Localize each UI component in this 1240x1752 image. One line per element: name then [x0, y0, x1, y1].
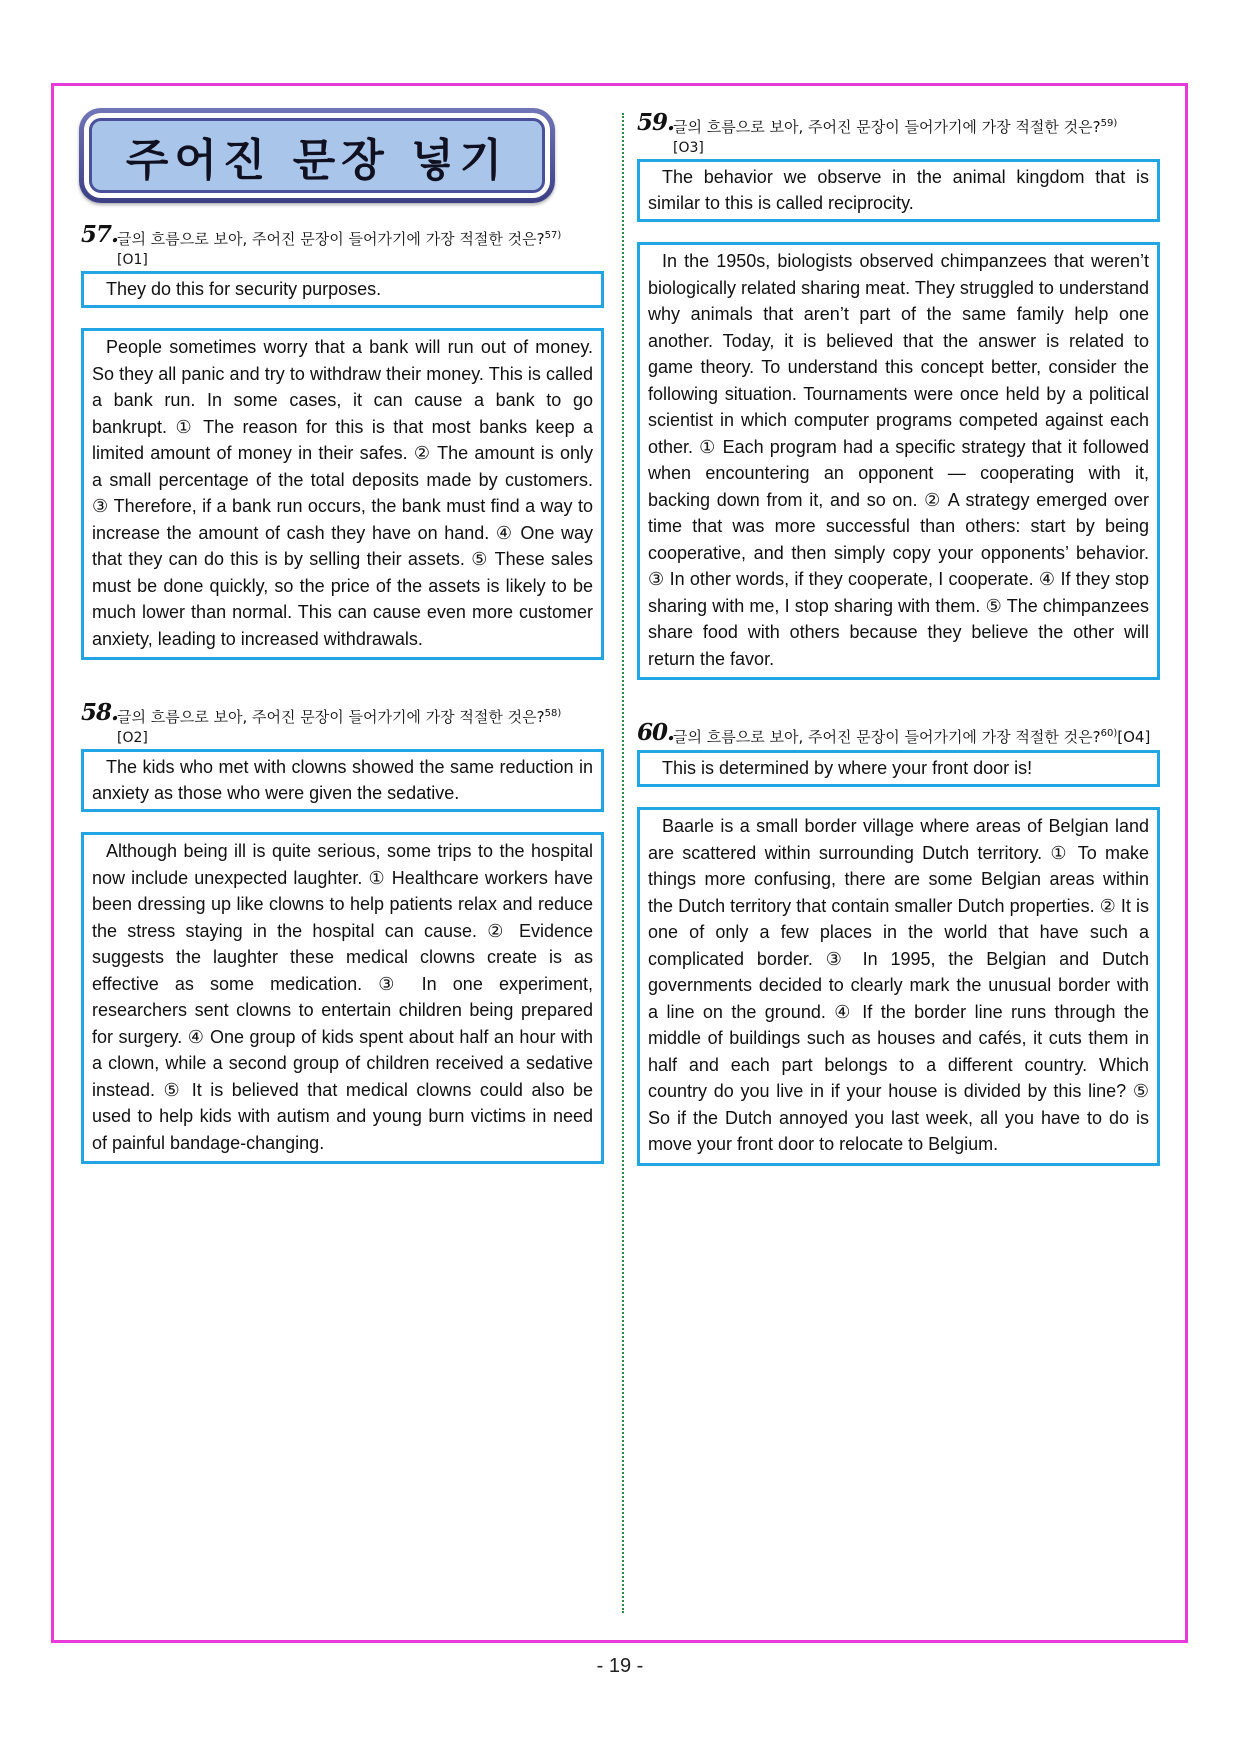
page-number: - 19 - — [596, 1655, 644, 1677]
given-sentence: The kids who met with clowns showed the same reduction in anxiety as those who were given the sedative. — [92, 757, 593, 803]
passage-text: Baarle is a small border village where areas of Belgian land are scattered within surrounding Dutch territory. ① To make things more confusing, there are some Belgian areas within the Dutch territory that contain smaller Dutch properties. ② It is one of only a few places in the world that have such a complicated border. ③ In 1995, the Belgian and Dutch governments decided to clearly mark the unusual border with a line on the ground. ④ If the border line runs through the middle of buildings such as houses and cafés, it cuts them in half and each part belongs to a different country. Which country do you live in if your house is divided by this line? ⑤ So if the Dutch annoyed you last week, all you have to do is move your front door to relocate to Belgium. — [648, 816, 1149, 1154]
given-sentence: They do this for security purposes. — [106, 279, 382, 299]
question-60-header — [637, 719, 1160, 747]
given-sentence-box — [81, 271, 604, 308]
question-code: [O4] — [1117, 728, 1151, 746]
given-sentence-box — [81, 749, 604, 812]
footnote-ref: 58) — [544, 708, 562, 719]
question-code: [O2] — [117, 730, 148, 746]
question-58-header — [81, 699, 604, 748]
question-prompt: 글의 흐름으로 보아, 주어진 문장이 들어가기에 가장 적절한 것은? — [673, 728, 1101, 746]
question-prompt: 글의 흐름으로 보아, 주어진 문장이 들어가기에 가장 적절한 것은? — [673, 118, 1101, 136]
column-divider — [622, 113, 624, 1613]
passage-box — [81, 832, 604, 1164]
given-sentence-box — [637, 159, 1160, 222]
left-column — [81, 100, 604, 1164]
title-banner — [79, 108, 555, 203]
footnote-ref: 57) — [544, 230, 562, 241]
passage-text: People sometimes worry that a bank will run out of money. So they all panic and try to withdraw their money. This is called a bank run. In some cases, it can cause a bank to go bankrupt. ① The reason for this is that most banks keep a limited amount of money in their safes. ② The amount is only a small percentage of the total deposits made by customers. ③ Therefore, if a bank run occurs, the bank must find a way to increase the amount of cash they have on hand. ④ One way that they can do this is by selling their assets. ⑤ These sales must be done quickly, so the price of the assets is likely to be much lower than normal. This can cause even more customer anxiety, leading to increased withdrawals. — [92, 337, 593, 649]
question-number: 58. — [81, 699, 119, 726]
question-59-header — [637, 109, 1160, 158]
question-number: 59. — [637, 109, 675, 136]
passage-box — [637, 242, 1160, 680]
question-code: [O1] — [117, 252, 148, 268]
passage-box — [637, 807, 1160, 1166]
question-prompt: 글의 흐름으로 보아, 주어진 문장이 들어가기에 가장 적절한 것은? — [117, 230, 545, 248]
right-column — [637, 100, 1160, 1166]
footnote-ref: 60) — [1100, 728, 1118, 739]
question-code: [O3] — [673, 140, 704, 156]
page-title: 주어진 문장 넣기 — [125, 134, 509, 186]
given-sentence: This is determined by where your front door is! — [662, 758, 1033, 778]
question-57-header — [81, 221, 604, 270]
footnote-ref: 59) — [1100, 118, 1118, 129]
passage-text: In the 1950s, biologists observed chimpanzees that weren’t biologically related sharing meat. They struggled to understand why animals that aren’t part of the same family help one another. Today, it is believed that the answer is related to game theory. To understand this concept better, consider the following situation. Tournaments were once held by a political scientist in which computer programs competed against each other. ① Each program had a specific strategy that it followed when encountering an opponent — cooperating with it, backing down from it, and so on. ② A strategy emerged over time that was more successful than others: start by being cooperative, and then simply copy your opponents’ behavior. ③ In other words, if they cooperate, I cooperate. ④ If they stop sharing with me, I stop sharing with them. ⑤ The chimpanzees share food with others because they believe the other will return the favor. — [648, 251, 1149, 669]
question-number: 57. — [81, 221, 119, 248]
passage-box — [81, 328, 604, 660]
question-number: 60. — [637, 719, 675, 746]
passage-text: Although being ill is quite serious, some trips to the hospital now include unexpected laughter. ① Healthcare workers have been dressing up like clowns to help patients relax and reduce the stress staying in the hospital can cause. ② Evidence suggests the laughter these medical clowns create is as effective as some medication. ③ In one experiment, researchers sent clowns to entertain children being prepared for surgery. ④ One group of kids spent about half an hour with a clown, while a second group of children received a sedative instead. ⑤ It is believed that medical clowns could also be used to help kids with autism and young burn victims in need of painful bandage-changing. — [92, 841, 593, 1153]
given-sentence-box — [637, 750, 1160, 787]
question-prompt: 글의 흐름으로 보아, 주어진 문장이 들어가기에 가장 적절한 것은? — [117, 708, 545, 726]
given-sentence: The behavior we observe in the animal kingdom that is similar to this is called reciprocity. — [648, 167, 1149, 213]
